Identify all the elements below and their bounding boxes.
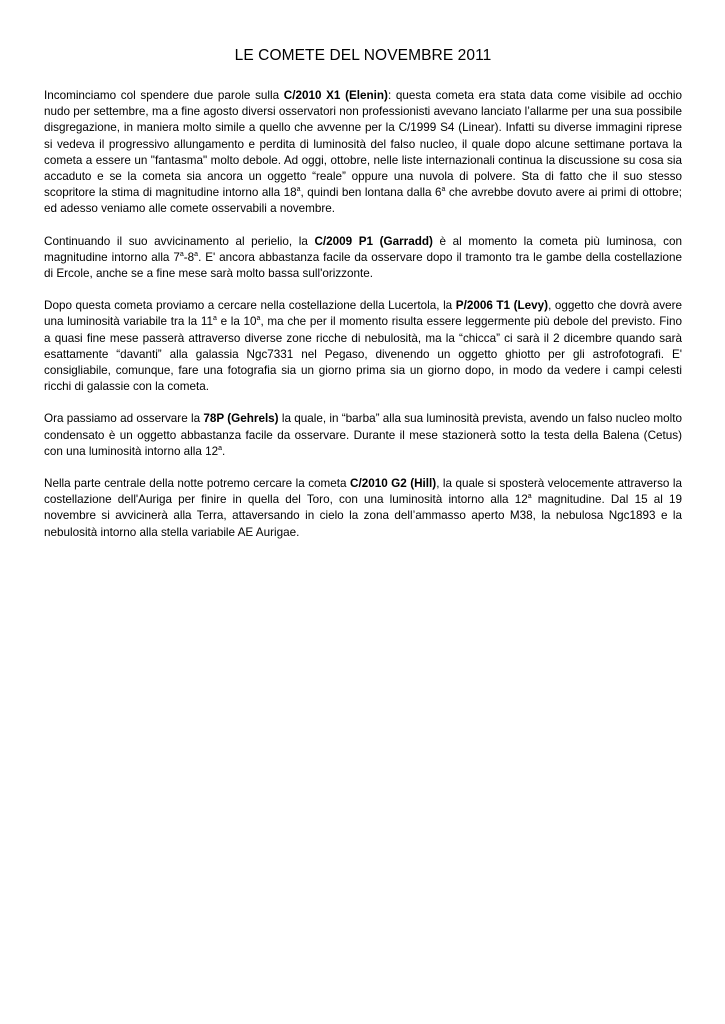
text-run: . E' ancora abbastanza facile da osservare dopo il tramonto tra le gambe della costellazione di Ercole, anche se a fine mese sarà molto bassa sull'orizzonte. <box>44 250 682 281</box>
text-run: che avrebbe dovuto avere ai primi di ottobre; ed adesso veniamo alle comete osservabili a novembre. <box>44 186 682 216</box>
superscript: a <box>527 493 532 501</box>
comet-name: C/2010 G2 (Hill) <box>350 477 437 491</box>
comet-name: 78P (Gehrels) <box>203 412 279 426</box>
superscript: a <box>296 186 301 194</box>
text-run: -8 <box>183 250 195 264</box>
text-run: Continuando il suo avvicinamento al perielio, la <box>44 234 315 248</box>
superscript: a <box>212 315 217 323</box>
text-run: , ma che per il momento risulta essere leggermente più debole del previsto. Fino a quasi fine mese passerà attraverso diverse zone ricche di nebulosità, ma la “chicca” ci sarà il 2 dicembre quando sarà esattamente “davanti” alla galassia Ngc7331 nel Pegaso, divenendo un oggetto ghiotto per gli astrofotografi. E' consigliabile, comunque, fare una fotografia sia un giorno prima sia un giorno dopo, in modo da vedere i campi celesti ricchi di galassie con la cometa. <box>44 315 682 394</box>
text-run: la quale, in “barba” alla sua luminosità prevista, avendo un falso nucleo molto condensato è un oggetto abbastanza facile da osservare. Durante il mese stazionerà sotto la testa della Balena (Cetus) con una luminosità intorno alla 12 <box>44 412 682 458</box>
superscript: a <box>441 186 446 194</box>
text-run: , la quale si sposterà velocemente attraverso la costellazione dell'Auriga per finire in quella del Toro, con una luminosità intorno alla 12 <box>44 477 682 507</box>
document-page <box>44 46 682 557</box>
superscript: a <box>179 250 184 258</box>
paragraph-2 <box>44 234 682 283</box>
paragraph-4 <box>44 411 682 460</box>
superscript: a <box>218 444 223 452</box>
text-run: : questa cometa era stata data come visibile ad occhio nudo per settembre, ma a fine agosto diversi osservatori non professionisti avevano lanciato l’allarme per una sua possibile disgregazione, in maniera molto simile a quello che avvenne per la C/1999 S4 (Linear). Infatti su diverse immagini riprese si vedeva il progressivo allungamento e perdita di luminosità del falso nucleo, il quale dopo alcune settimane portava la cometa a essere un "fantasma" molto debole. Ad oggi, ottobre, nelle liste internazionali continua la discussione su cosa sia accaduto e se la cometa sia ancora un oggetto “reale” oppure una nuvola di polvere. Sta di fatto che il suo stesso scopritore la stima di magnitudine intorno alla 18 <box>44 89 682 200</box>
text-run: . <box>222 444 226 458</box>
comet-name: P/2006 T1 (Levy) <box>455 299 549 313</box>
text-run: è al momento la cometa più luminosa, con magnitudine intorno alla 7 <box>44 234 682 264</box>
comet-name: C/2009 P1 (Garradd) <box>314 234 433 248</box>
text-run: magnitudine. Dal 15 al 19 novembre si avvicinerà alla Terra, attaversando in cielo la zona dell’ammasso aperto M38, la nebulosa Ngc1893 e la nebulosità intorno alla stella variabile AE Aurigae. <box>44 493 682 539</box>
paragraph-5 <box>44 476 682 541</box>
paragraph-3 <box>44 298 682 395</box>
text-run: , oggetto che dovrà avere una luminosità variabile tra la 11 <box>44 299 682 329</box>
text-run: Incominciamo col spendere due parole sulla <box>44 89 284 102</box>
paragraph-1 <box>44 88 682 218</box>
text-run: , quindi ben lontana dalla 6 <box>300 186 442 200</box>
page-title: LE COMETE DEL NOVEMBRE 2011 <box>234 47 492 64</box>
text-run: e la 10 <box>216 315 257 329</box>
superscript: a <box>256 315 261 323</box>
document-body <box>44 88 682 541</box>
superscript: a <box>194 250 199 258</box>
text-run: Nella parte centrale della notte potremo cercare la cometa <box>44 477 350 491</box>
text-run: Ora passiamo ad osservare la <box>44 412 204 426</box>
comet-name: C/2010 X1 (Elenin) <box>283 89 388 102</box>
text-run: Dopo questa cometa proviamo a cercare nella costellazione della Lucertola, la <box>44 299 456 313</box>
